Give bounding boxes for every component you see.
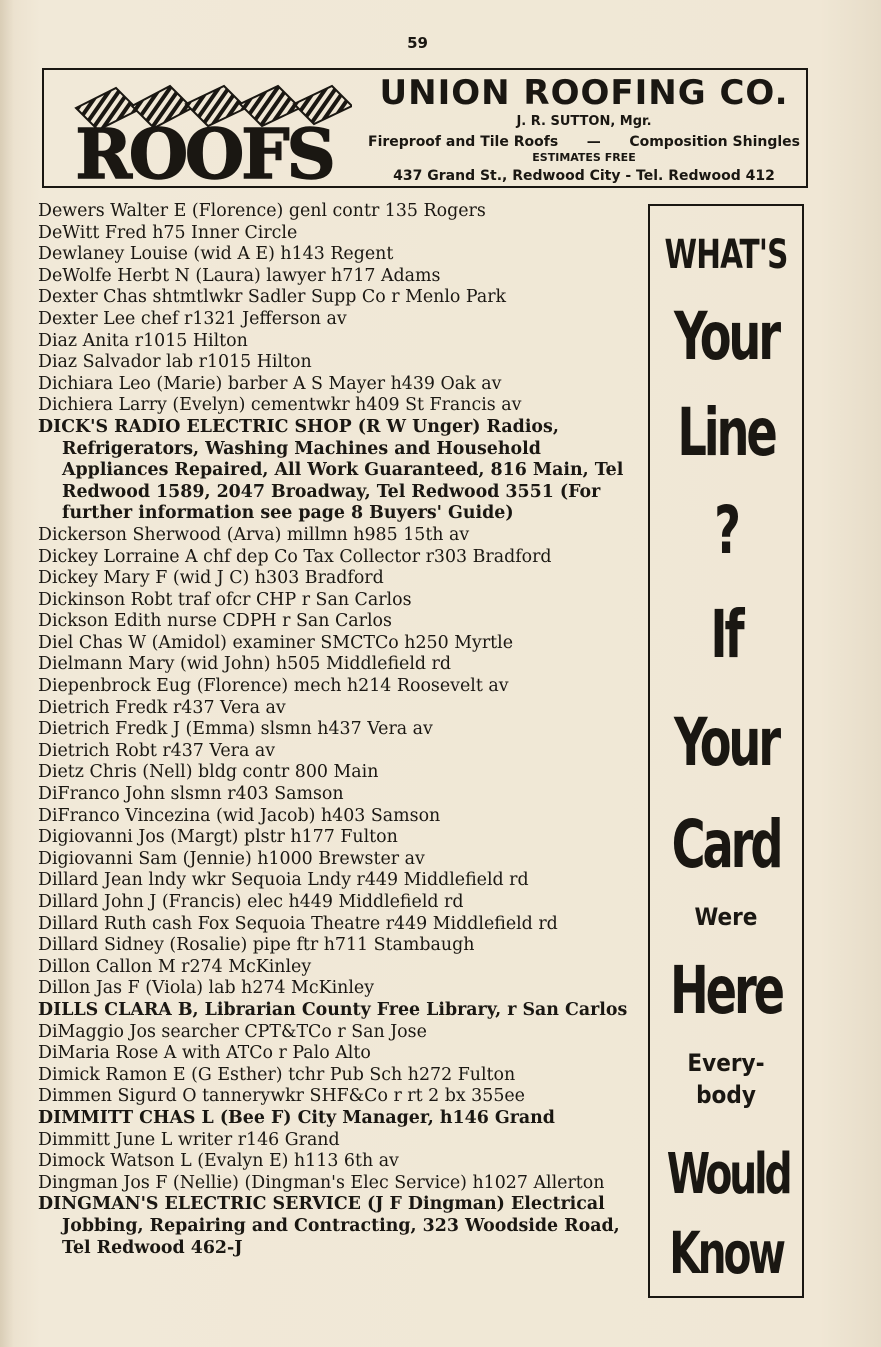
list-item: Dickey Lorraine A chf dep Co Tax Collector r303 Bradford: [38, 546, 552, 567]
list-item: Dillard Sidney (Rosalie) pipe ftr h711 Stambaugh: [38, 935, 475, 956]
roofs-logo-icon: [56, 80, 352, 184]
whats-your-line-ad: [648, 204, 804, 1298]
list-item-featured: DICK'S RADIO ELECTRIC SHOP (R W Unger) Radios, Refrigerators, Washing Machines and Household Appliances Repaired, All Work Guaranteed, 816 Main, Tel Redwood 1589, 2047 Broadway, Tel Redwood 3551 (For further information see page 8 Buyers' Guide): [38, 416, 624, 524]
list-item: Dingman Jos F (Nellie) (Dingman's Elec Service) h1027 Allerton: [38, 1172, 605, 1193]
ad-word-your: Your: [674, 298, 778, 375]
ad-word-your-2: Your: [674, 704, 778, 781]
list-item: DiFranco John slsmn r403 Samson: [38, 784, 344, 805]
ad-word-every: Every-: [687, 1049, 765, 1077]
estimates-free: ESTIMATES FREE: [532, 151, 636, 164]
list-item: DiMaria Rose A with ATCo r Palo Alto: [38, 1043, 371, 1064]
list-item: Dietrich Robt r437 Vera av: [38, 740, 276, 761]
ad-word-would: Would: [666, 1142, 790, 1207]
list-item: Dexter Lee chef r1321 Jefferson av: [38, 308, 347, 329]
list-item: Digiovanni Jos (Margt) plstr h177 Fulton: [38, 827, 398, 848]
list-item-featured: DIMMITT CHAS L (Bee F) City Manager, h146 Grand: [38, 1107, 555, 1128]
list-item: Diepenbrock Eug (Florence) mech h214 Roosevelt av: [38, 676, 509, 697]
ad-word-card: Card: [671, 806, 781, 883]
ad-word-body: body: [696, 1081, 756, 1109]
ad-word-whats: WHAT'S: [664, 232, 788, 278]
roof-types: [364, 134, 804, 150]
list-item: DiMaggio Jos searcher CPT&TCo r San Jose: [38, 1021, 427, 1042]
list-item: Dietrich Fredk J (Emma) slsmn h437 Vera av: [38, 719, 433, 740]
list-item: Dillard Ruth cash Fox Sequoia Theatre r449 Middlefield rd: [38, 913, 558, 934]
list-item: Dewlaney Louise (wid A E) h143 Regent: [38, 244, 394, 265]
list-item: Diaz Anita r1015 Hilton: [38, 330, 248, 351]
list-item: DeWitt Fred h75 Inner Circle: [38, 222, 298, 243]
union-roofing-ad: [42, 68, 808, 188]
list-item: Dimmitt June L writer r146 Grand: [38, 1129, 340, 1150]
list-item: Dickinson Robt traf ofcr CHP r San Carlos: [38, 589, 412, 610]
list-item: Digiovanni Sam (Jennie) h1000 Brewster av: [38, 848, 425, 869]
roofs-logo-text: ROOFS: [75, 115, 333, 184]
list-item: Dewers Walter E (Florence) genl contr 135 Rogers: [38, 201, 486, 221]
page-number: 59: [407, 34, 428, 52]
list-item: Dexter Chas shtmtlwkr Sadler Supp Co r Menlo Park: [38, 287, 507, 308]
roof-types-left: Fireproof and Tile Roofs: [368, 134, 559, 150]
list-item: Diaz Salvador lab r1015 Hilton: [38, 352, 312, 373]
ad-word-were: Were: [694, 903, 758, 931]
ad-word-if: If: [710, 596, 742, 673]
list-item: Dillard Jean lndy wkr Sequoia Lndy r449 Middlefield rd: [38, 870, 529, 891]
list-item: Dichiara Leo (Marie) barber A S Mayer h439 Oak av: [38, 373, 502, 394]
list-item: Dielmann Mary (wid John) h505 Middlefield rd: [38, 654, 452, 675]
ad-word-here: Here: [670, 952, 782, 1029]
list-item: Dillon Jas F (Viola) lab h274 McKinley: [38, 978, 375, 999]
list-item: Dimmen Sigurd O tannerywkr SHF&Co r rt 2 bx 355ee: [38, 1086, 525, 1107]
company-name: UNION ROOFING CO.: [379, 73, 789, 113]
directory-listings: [38, 201, 638, 1259]
ad-word-line: Line: [677, 394, 775, 471]
list-item: Dietz Chris (Nell) bldg contr 800 Main: [38, 762, 379, 783]
list-item: Dickson Edith nurse CDPH r San Carlos: [38, 611, 392, 632]
ad-address: 437 Grand St., Redwood City - Tel. Redwood 412: [393, 168, 775, 184]
list-item: Diel Chas W (Amidol) examiner SMCTCo h250 Myrtle: [38, 632, 513, 653]
list-item: Dillon Callon M r274 McKinley: [38, 956, 312, 977]
list-item-featured: DINGMAN'S ELECTRIC SERVICE (J F Dingman) Electrical Jobbing, Repairing and Contracting, 323 Woodside Road, Tel Redwood 462-J: [38, 1194, 620, 1258]
list-item: Dimock Watson L (Evalyn E) h113 6th av: [38, 1151, 399, 1172]
list-item: Dichiera Larry (Evelyn) cementwkr h409 St Francis av: [38, 395, 522, 416]
list-item: Dimick Ramon E (G Esther) tchr Pub Sch h272 Fulton: [38, 1064, 516, 1085]
manager-name: J. R. SUTTON, Mgr.: [516, 114, 652, 129]
ad-word-know: Know: [669, 1219, 783, 1287]
ad-word-question: ?: [714, 492, 738, 569]
list-item: Dickerson Sherwood (Arva) millmn h985 15th av: [38, 524, 470, 545]
list-item: Dillard John J (Francis) elec h449 Middlefield rd: [38, 892, 464, 912]
roof-types-dash: —: [586, 134, 601, 150]
roof-types-right: Composition Shingles: [629, 134, 800, 150]
list-item-featured: DILLS CLARA B, Librarian County Free Library, r San Carlos: [38, 999, 628, 1020]
list-item: DeWolfe Herbt N (Laura) lawyer h717 Adams: [38, 265, 441, 286]
list-item: DiFranco Vincezina (wid Jacob) h403 Samson: [38, 805, 441, 826]
list-item: Dickey Mary F (wid J C) h303 Bradford: [38, 568, 384, 589]
list-item: Dietrich Fredk r437 Vera av: [38, 697, 286, 718]
